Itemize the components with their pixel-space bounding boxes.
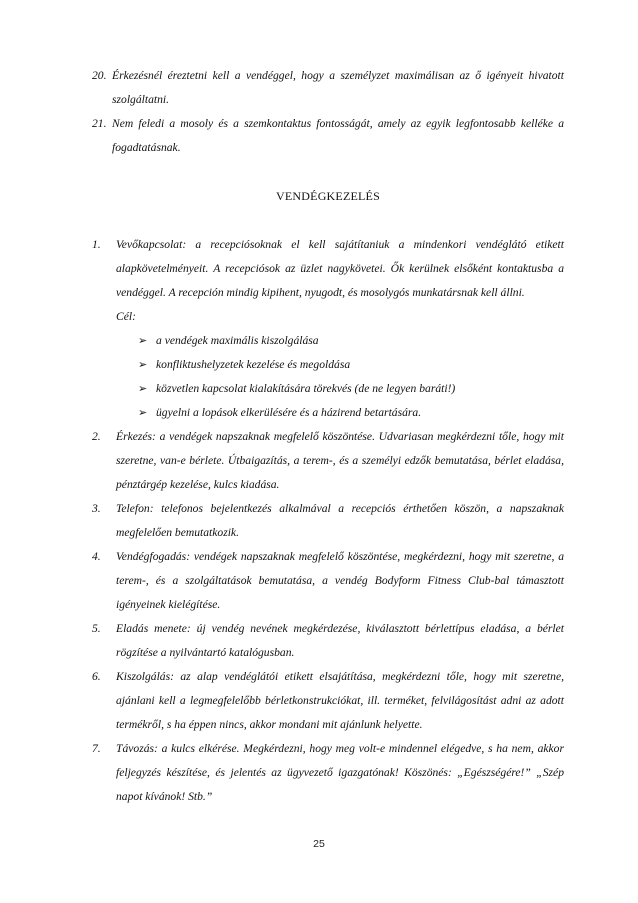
item-number: 3.: [92, 502, 101, 515]
bullet-item: [138, 377, 564, 401]
item-number: 20.: [92, 69, 107, 82]
item-text: Távozás: a kulcs elkérése. Megkérdezni, hogy meg volt-e mindennel elégedve, s ha nem, akkor feljegyzés készítése, és jelentés az ügyvezető igazgatónak! Köszönés: „Egészségére!” „Szép napot kívánok! Stb.”: [116, 742, 564, 803]
item-text: Érkezés: a vendégek napszaknak megfelelő köszöntése. Udvariasan megkérdezni tőle, hogy mit szeretne, van-e bérlete. Útbaigazítás, a terem-, és a személyi edzők bemutatása, bérlet eladása, pénztárgép kezelése, kulcs kiadása.: [116, 430, 564, 491]
item-number: 7.: [92, 742, 101, 755]
list-item-21: [92, 112, 564, 160]
arrow-bullet-icon: ➢: [138, 407, 148, 419]
bullet-item: [138, 353, 564, 377]
item-number: 4.: [92, 550, 101, 563]
item-number: 2.: [92, 430, 101, 443]
arrow-bullet-icon: ➢: [138, 335, 148, 347]
page-content: [92, 64, 564, 809]
list-item-5: [92, 617, 564, 665]
list-item-7: [92, 737, 564, 809]
bullet-item: [138, 401, 564, 425]
item-text: Vendégfogadás: vendégek napszaknak megfelelő köszöntése, megkérdezni, hogy mit szeretne, a terem-, és a szolgáltatások bemutatása, a vendég Bodyform Fitness Club-bal támasztott igényeinek kielégítése.: [116, 550, 564, 611]
list-item-2: [92, 425, 564, 497]
item-text: Telefon: telefonos bejelentkezés alkalmával a recepciós érthetően köszön, a napszaknak megfelelően bemutatkozik.: [116, 502, 564, 539]
arrow-bullet-icon: ➢: [138, 383, 148, 395]
goal-label: Cél:: [116, 310, 136, 323]
section-heading: VENDÉGKEZELÉS: [276, 189, 380, 203]
list-item-4: [92, 545, 564, 617]
item-number: 5.: [92, 622, 101, 635]
bullet-text: konfliktushelyzetek kezelése és megoldása: [156, 358, 351, 371]
bullet-text: közvetlen kapcsolat kialakítására törekvés (de ne legyen baráti!): [156, 382, 456, 395]
list-item-3: [92, 497, 564, 545]
arrow-bullet-icon: ➢: [138, 359, 148, 371]
item-number: 1.: [92, 238, 101, 251]
item-number: 6.: [92, 670, 101, 683]
bullet-text: ügyelni a lopások elkerülésére és a házirend betartására.: [156, 406, 422, 419]
list-item-1: [92, 233, 564, 305]
item-text: Kiszolgálás: az alap vendéglátói etikett elsajátítása, megkérdezni tőle, hogy mit szeretne, ajánlani kell a legmegfelelőbb bérletkonstrukciókat, ill. terméket, felvilágosítást adni az adott termékről, s ha éppen nincs, akkor mondani mit ajánlunk helyette.: [116, 670, 564, 731]
bullet-item: [138, 329, 564, 353]
item-text: Eladás menete: új vendég nevének megkérdezése, kiválasztott bérlettípus eladása, a bérlet rögzítése a nyilvántartó katalógusban.: [116, 622, 564, 659]
list-item-20: [92, 64, 564, 112]
list-item-6: [92, 665, 564, 737]
item-text: Vevőkapcsolat: a recepciósoknak el kell sajátítaniuk a mindenkori vendéglátó etikett alapkövetelményeit. A recepciósok az üzlet nagykövetei. Ők kerülnek elsőként kontaktusba a vendéggel. A recepción mindig kipihent, nyugodt, és mosolygós munkatársnak kell állni.: [116, 238, 564, 299]
bullet-text: a vendégek maximális kiszolgálása: [156, 334, 319, 347]
item-text: Érkezésnél éreztetni kell a vendéggel, hogy a személyzet maximálisan az ő igényeit hivatott szolgáltatni.: [112, 69, 564, 106]
page-number: 25: [313, 838, 325, 850]
item-text: Nem feledi a mosoly és a szemkontaktus fontosságát, amely az egyik legfontosabb kelléke a fogadtatásnak.: [112, 117, 564, 154]
goal-bullet-list: [138, 329, 564, 425]
item-number: 21.: [92, 117, 107, 130]
